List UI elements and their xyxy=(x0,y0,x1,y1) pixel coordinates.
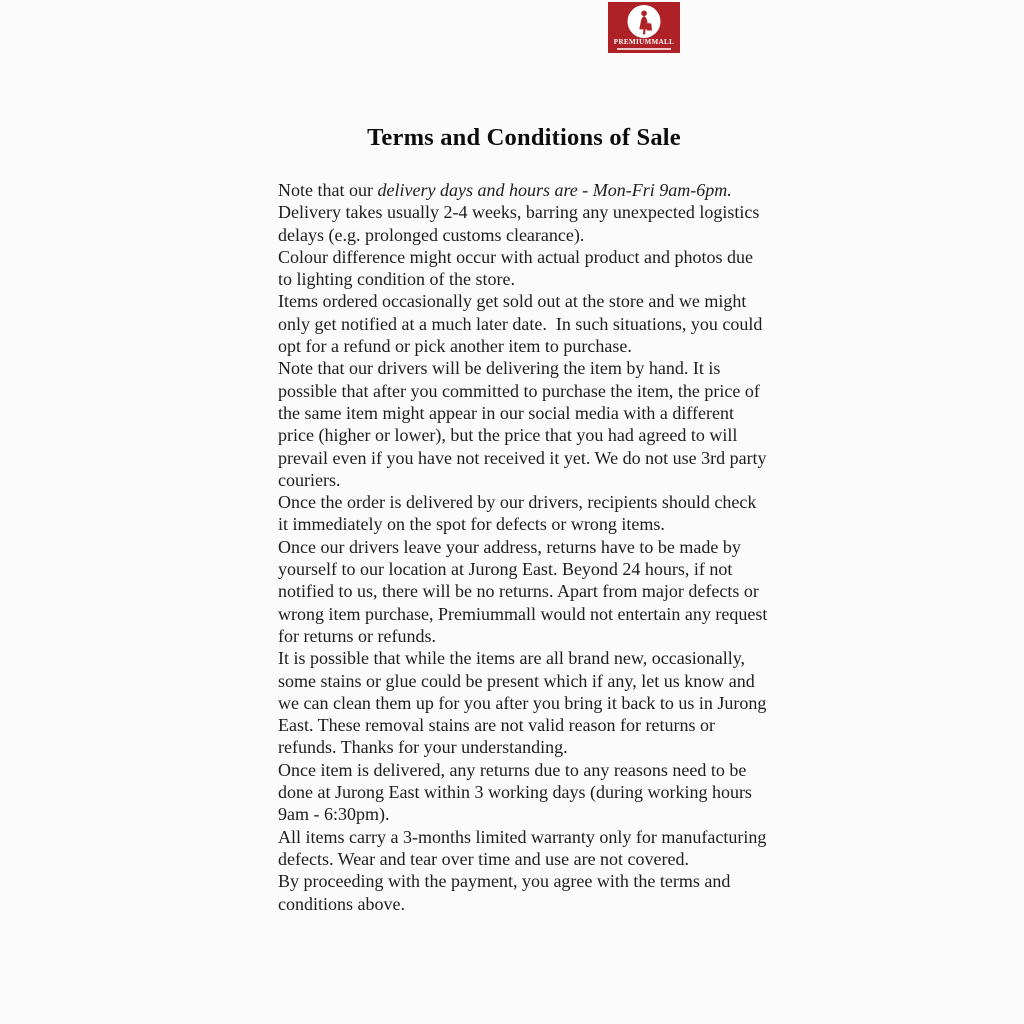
paragraph: Once item is delivered, any returns due to any reasons need to be done at Jurong East within 3 working days (during working hours 9am - 6:30pm). xyxy=(278,759,757,825)
logo-brand-text: PREMIUMMALL xyxy=(613,38,675,46)
paragraph: Items ordered occasionally get sold out at the store and we might only get notified at a much later date. In such situations, you could opt for a refund or pick another item to purchase. xyxy=(278,291,767,357)
paragraph: Once our drivers leave your address, returns have to be made by yourself to our location at Jurong East. Beyond 24 hours, if not notified to us, there will be no returns. Apart from major defects or wrong item purchase, Premiummall would not entertain any request for returns or refunds. xyxy=(278,536,772,646)
intro-regular-text: Note that our xyxy=(278,180,378,200)
logo-tagline xyxy=(617,48,671,50)
paragraph: Colour difference might occur with actual product and photos due to lighting condition of the store. xyxy=(278,246,758,290)
paragraph: Note that our drivers will be delivering the item by hand. It is possible that after you committed to purchase the item, the price of the same item might appear in our social media with a different price (higher or lower), but the price that you had agreed to will prevail even if you have not received it yet. We do not use 3rd party couriers. xyxy=(278,358,772,490)
paragraph: It is possible that while the items are all brand new, occasionally, some stains or glue could be present which if any, let us know and we can clean them up for you after you bring it back to us in Jurong East. These removal stains are not valid reason for returns or refunds. Thanks for your understanding. xyxy=(278,648,771,758)
terms-document xyxy=(278,124,770,915)
lady-shopper-icon xyxy=(632,10,656,37)
paragraph: By proceeding with the payment, you agree with the terms and conditions above. xyxy=(278,871,735,914)
premiummall-logo xyxy=(608,2,680,53)
paragraph: Delivery takes usually 2-4 weeks, barring any unexpected logistics delays (e.g. prolonged customs clearance). xyxy=(278,202,764,245)
paragraph: Once the order is delivered by our drivers, recipients should check it immediately on the spot for defects or wrong items. xyxy=(278,492,761,535)
paragraph: All items carry a 3-months limited warranty only for manufacturing defects. Wear and tear over time and use are not covered. xyxy=(278,826,771,869)
logo-circle xyxy=(628,5,661,38)
page-title: Terms and Conditions of Sale xyxy=(367,124,681,151)
paragraph-intro xyxy=(278,179,770,201)
intro-italic-text: delivery days and hours are - Mon-Fri 9am-6pm. xyxy=(377,180,732,200)
